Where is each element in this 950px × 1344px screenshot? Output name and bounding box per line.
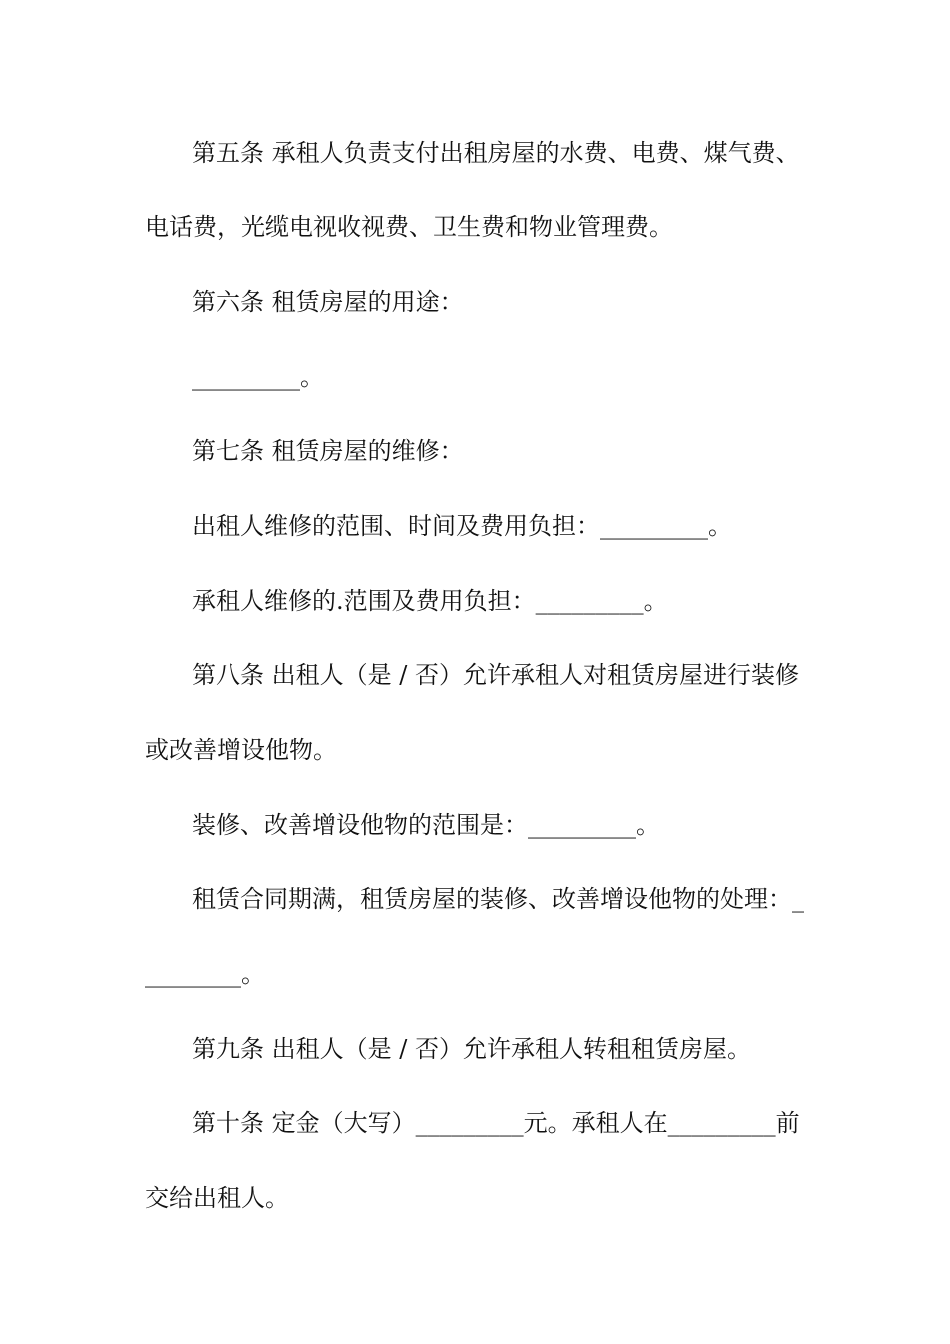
clause-6-heading: 第六条 租赁房屋的用途： bbox=[192, 288, 464, 316]
clause-8-scope: 装修、改善增设他物的范围是：_________。 bbox=[192, 811, 660, 839]
clause-10-line-2: 交给出租人。 bbox=[145, 1184, 289, 1212]
clause-5-line-2: 电话费，光缆电视收视费、卫生费和物业管理费。 bbox=[145, 213, 673, 241]
clause-6-blank: _________。 bbox=[192, 363, 324, 391]
clause-8-expiry-line-1: 租赁合同期满，租赁房屋的装修、改善增设他物的处理：_ bbox=[192, 885, 804, 913]
clause-7-heading: 第七条 租赁房屋的维修： bbox=[192, 437, 464, 465]
clause-8-line-2: 或改善增设他物。 bbox=[145, 736, 337, 764]
clause-7-lessor-repair: 出租人维修的范围、时间及费用负担：_________。 bbox=[192, 512, 732, 540]
clause-8-expiry-line-2: ________。 bbox=[145, 960, 265, 988]
clause-7-lessee-repair: 承租人维修的.范围及费用负担：_________。 bbox=[192, 587, 668, 615]
clause-8-line-1: 第八条 出租人（是 / 否）允许承租人对租赁房屋进行装修 bbox=[192, 661, 799, 689]
clause-5-line-1: 第五条 承租人负责支付出租房屋的水费、电费、煤气费、 bbox=[192, 139, 800, 167]
clause-10-line-1: 第十条 定金（大写）_________元。承租人在_________前 bbox=[192, 1109, 800, 1137]
clause-9: 第九条 出租人（是 / 否）允许承租人转租租赁房屋。 bbox=[192, 1035, 751, 1063]
